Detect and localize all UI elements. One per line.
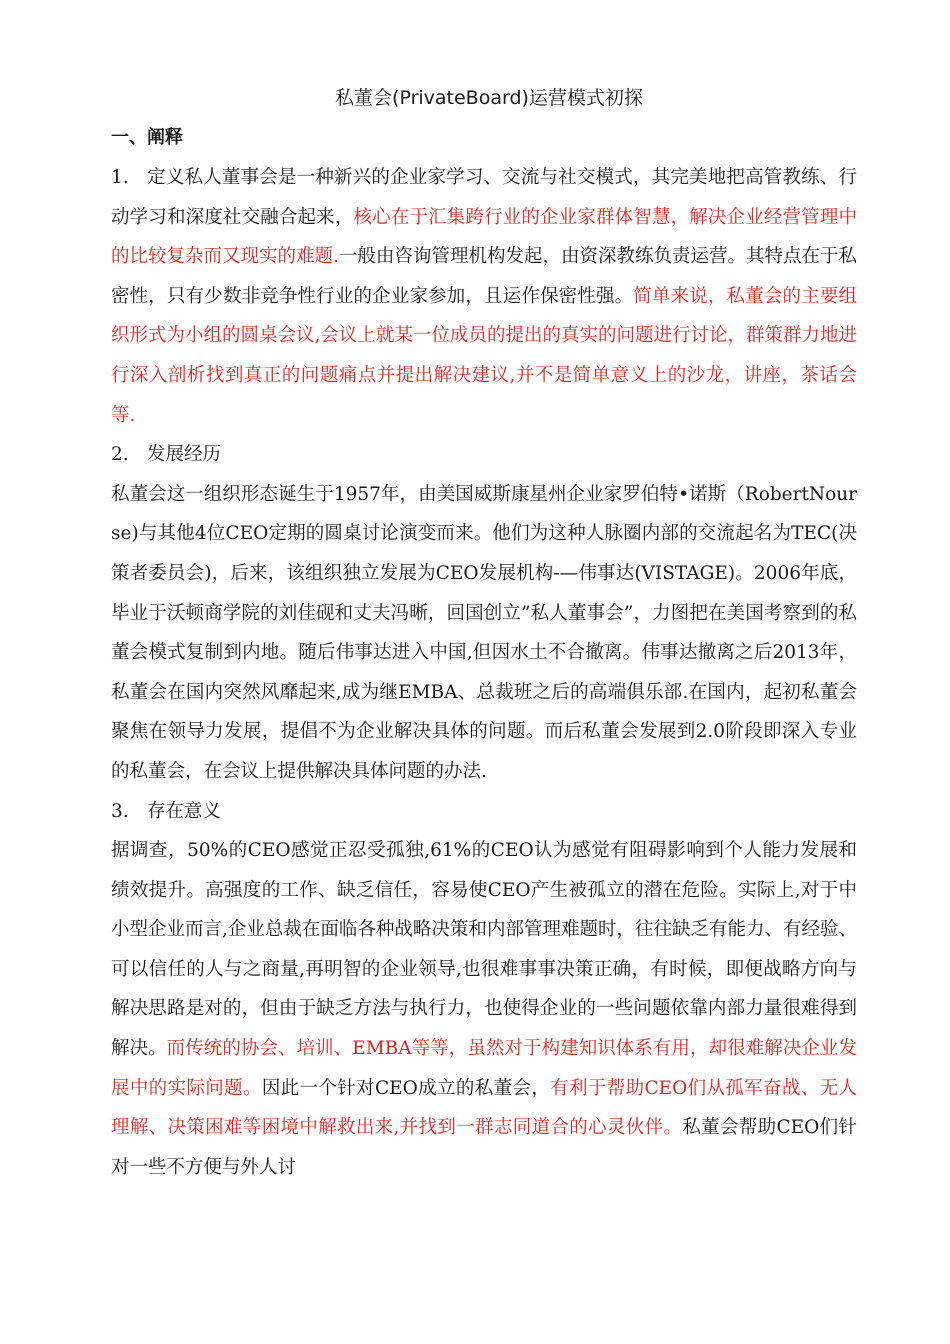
item-number-2: 2.: [111, 444, 129, 466]
significance-highlight-1: 而传统的协会、培训、EMBA等等，虽然对于构建知识体系有用，却很难解决企业发展中的实际问题。: [111, 1038, 857, 1099]
paragraph-significance: [111, 831, 857, 1187]
definition-text-1: 私人董事会是一种新兴的企业家学习、交流与社交模式，其完美地把高管教练、行动学习和深度社交融合起来，: [111, 167, 857, 228]
item-number-1: 1.: [111, 167, 129, 188]
significance-text-3: 私董会帮助CEO们针对一些不方便与外人讨: [111, 1117, 857, 1178]
document-title: 私董会(PrivateBoard)运营模式初探: [335, 87, 643, 109]
paragraph-history: 私董会这一组织形态诞生于1957年，由美国威斯康星州企业家罗伯特•诺斯（RobertNourse)与其他4位CEO定期的圆桌讨论演变而来。他们为这种人脉圈内部的交流起名为TEC(决策者委员会)，后来，该组织独立发展为CEO发展机构-—伟事达(VISTAGE)。2006年底，毕业于沃顿商学院的刘佳砚和丈夫冯晰，回国创立”私人董事会”，力图把在美国考察到的私董会模式复制到内地。随后伟事达进入中国,但因水土不合撤离。伟事达撤离之后2013年，私董会在国内突然风靡起来,成为继EMBA、总裁班之后的高端俱乐部.在国内，起初私董会聚焦在领导力发展，提倡不为企业解决具体的问题。而后私董会发展到2.0阶段即深入专业的私董会，在会议上提供解决具体问题的办法.: [111, 483, 857, 782]
item-label-definition: 定义: [147, 167, 185, 188]
section-heading-explanation: 一、阐释: [111, 127, 183, 148]
item-label-significance: 存在意义: [147, 800, 222, 822]
item-number-3: 3.: [111, 800, 129, 822]
subheading-significance: [111, 792, 857, 832]
definition-highlight-2: 简单来说，私董会的主要组织形式为小组的圆桌会议,会议上就某一位成员的提出的真实的问题进行讨论，群策群力地进行深入剖析找到真正的问题痛点并提出解决建议,并不是简单意义上的沙龙，讲座，茶话会等.: [111, 285, 857, 426]
paragraph-definition: [111, 158, 857, 435]
document-page: [111, 78, 857, 1187]
item-label-history: 发展经历: [147, 444, 222, 466]
definition-highlight-1: 核心在于汇集跨行业的企业家群体智慧，解决企业经营管理中的比较复杂而又现实的难题.: [111, 206, 857, 268]
significance-text-1: 据调查，50%的CEO感觉正忍受孤独,61%的CEO认为感觉有阻碍影响到个人能力发展和绩效提升。高强度的工作、缺乏信任，容易使CEO产生被孤立的潜在危险。实际上,对于中小型企业而言,企业总裁在面临各种战略决策和内部管理难题时，往往缺乏有能力、有经验、可以信任的人与之商量,再明智的企业领导,也很难事事决策正确，有时候，即便战略方向与解决思路是对的，但由于缺乏方法与执行力，也使得企业的一些问题依靠内部力量很难得到解决。: [111, 840, 857, 1060]
subheading-history: [111, 435, 857, 475]
significance-text-2: 因此一个针对CEO成立的私董会，: [261, 1077, 551, 1099]
definition-text-2: 一般由咨询管理机构发起，由资深教练负责运营。其特点在于私密性，只有少数非竞争性行业的企业家参加，且运作保密性强。: [111, 246, 857, 307]
significance-highlight-2: 有利于帮助CEO们从孤军奋战、无人理解、决策困难等困境中解救出来,并找到一群志同道合的心灵伙伴。: [111, 1077, 858, 1139]
